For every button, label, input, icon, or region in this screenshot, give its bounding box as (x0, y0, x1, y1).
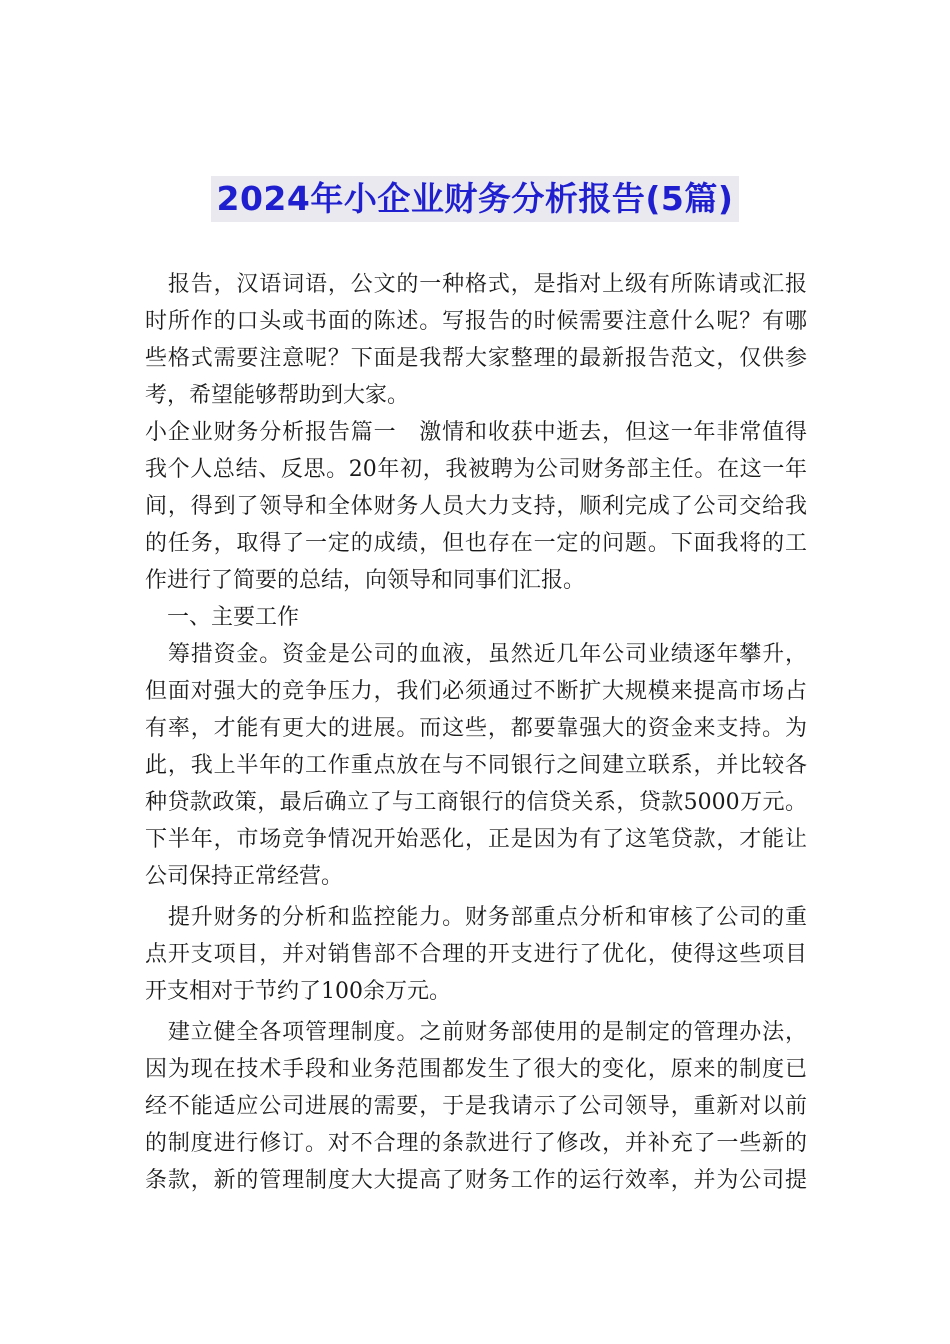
document-title: 2024年小企业财务分析报告(5篇) (211, 176, 740, 222)
text-line: 的任务，取得了一定的成绩，但也存在一定的问题。下面我将的工 (145, 531, 807, 556)
section-heading (145, 599, 807, 636)
text-line: 但面对强大的竞争压力，我们必须通过不断扩大规模来提高市场占 (145, 679, 807, 704)
title-wrap (0, 176, 950, 222)
document-body (145, 266, 807, 1199)
paragraph-system (145, 1014, 807, 1199)
text-line: 作进行了简要的总结，向领导和同事们汇报。 (145, 568, 586, 593)
text-line: 间，得到了领导和全体财务人员大力支持，顺利完成了公司交给我 (145, 494, 807, 519)
text-line: 时所作的口头或书面的陈述。写报告的时候需要注意什么呢？有哪 (145, 309, 807, 334)
text-line: 我个人总结、反思。20年初，我被聘为公司财务部主任。在这一年 (145, 457, 807, 482)
text-line: 点开支项目，并对销售部不合理的开支进行了优化，使得这些项目 (145, 942, 807, 967)
text-line: 下半年，市场竞争情况开始恶化，正是因为有了这笔贷款，才能让 (145, 827, 807, 852)
text-line: 因为现在技术手段和业务范围都发生了很大的变化，原来的制度已 (145, 1057, 807, 1082)
paragraph-analysis (145, 899, 807, 1010)
text-line: 有率，才能有更大的进展。而这些，都要靠强大的资金来支持。为 (145, 716, 807, 741)
text-line: 的制度进行修订。对不合理的条款进行了修改，并补充了一些新的 (145, 1131, 807, 1156)
text-line: 报告，汉语词语，公文的一种格式，是指对上级有所陈请或汇报 (145, 272, 807, 297)
text-line: 此，我上半年的工作重点放在与不同银行之间建立联系，并比较各 (145, 753, 807, 778)
paragraph-funding (145, 636, 807, 895)
paragraph-article1 (145, 414, 807, 599)
paragraph-intro (145, 266, 807, 414)
text-line: 提升财务的分析和监控能力。财务部重点分析和审核了公司的重 (145, 905, 807, 930)
text-line: 开支相对于节约了100余万元。 (145, 979, 451, 1004)
text-line: 经不能适应公司进展的需要，于是我请示了公司领导，重新对以前 (145, 1094, 807, 1119)
text-line: 小企业财务分析报告篇一 激情和收获中逝去，但这一年非常值得 (145, 420, 807, 445)
text-line: 考，希望能够帮助到大家。 (145, 383, 410, 408)
text-line: 条款，新的管理制度大大提高了财务工作的运行效率，并为公司提 (145, 1168, 807, 1193)
text-line: 一、主要工作 (145, 605, 300, 630)
text-line: 建立健全各项管理制度。之前财务部使用的是制定的管理办法， (145, 1020, 807, 1045)
text-line: 些格式需要注意呢？下面是我帮大家整理的最新报告范文，仅供参 (145, 346, 807, 371)
text-line: 种贷款政策，最后确立了与工商银行的信贷关系，贷款5000万元。 (145, 790, 807, 815)
text-line: 筹措资金。资金是公司的血液，虽然近几年公司业绩逐年攀升， (145, 642, 807, 667)
text-line: 公司保持正常经营。 (145, 864, 344, 889)
